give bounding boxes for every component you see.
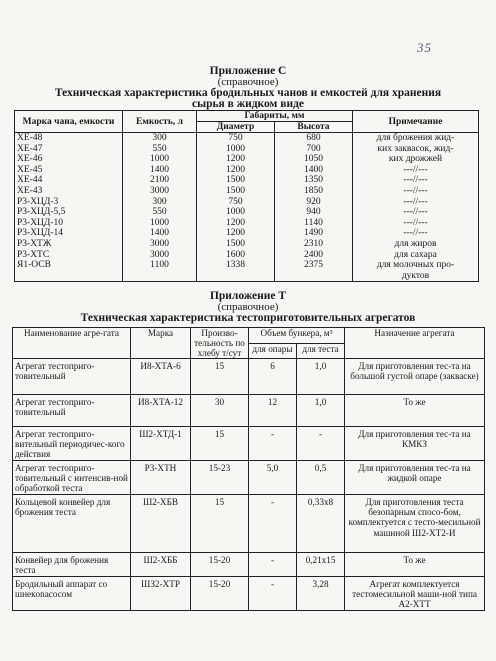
cell-note: ---//--- bbox=[353, 175, 479, 186]
cell-testa: 3,28 bbox=[297, 577, 345, 611]
cell-height: 1400 bbox=[275, 165, 353, 176]
cell-brand: Я1-ОСВ bbox=[15, 260, 123, 271]
cell-purpose: Для приготовления тес-та на КМКЗ bbox=[345, 427, 485, 461]
cell-opara: 6 bbox=[249, 359, 297, 395]
cell-height: 2400 bbox=[275, 250, 353, 261]
cell-note: ---//--- bbox=[353, 228, 479, 239]
cell-brand: Ш2-ХБВ bbox=[131, 495, 191, 553]
cell-brand: Р3-ХЦД-10 bbox=[15, 218, 123, 229]
table-row bbox=[13, 359, 485, 395]
cell-note: дуктов bbox=[353, 271, 479, 282]
cell-name: Агрегат тестоприго-товительный bbox=[13, 359, 131, 395]
cell-diameter: 750 bbox=[197, 133, 275, 144]
header-dims: Габариты, мм bbox=[197, 111, 353, 122]
cell-note: ких заквасок, жид- bbox=[353, 144, 479, 155]
cell-capacity: 3000 bbox=[123, 239, 197, 250]
cell-name: Бродильный аппарат со шнекonасосом bbox=[13, 577, 131, 611]
cell-note: ---//--- bbox=[353, 207, 479, 218]
appendix-c-header bbox=[0, 66, 496, 110]
cell-purpose: Агрегат комплектуется тестомесильной маши-ной типа А2-ХТТ bbox=[345, 577, 485, 611]
cell-testa: 1,0 bbox=[297, 395, 345, 427]
cell-prod: 15-20 bbox=[191, 553, 249, 577]
cell-brand: ХЕ-48 bbox=[15, 133, 123, 144]
cell-brand: Ш2-ХТД-1 bbox=[131, 427, 191, 461]
table-row bbox=[15, 186, 479, 197]
cell-testa: 1,0 bbox=[297, 359, 345, 395]
cell-diameter bbox=[197, 271, 275, 282]
header-diameter: Диаметр bbox=[197, 122, 275, 133]
cell-testa: - bbox=[297, 427, 345, 461]
cell-brand: ХЕ-46 bbox=[15, 154, 123, 165]
header-brand: Марка чана, емкости bbox=[15, 111, 123, 133]
cell-height: 700 bbox=[275, 144, 353, 155]
cell-opara: 12 bbox=[249, 395, 297, 427]
cell-note: для брожения жид- bbox=[353, 133, 479, 144]
cell-diameter: 1000 bbox=[197, 207, 275, 218]
table-row bbox=[15, 144, 479, 155]
header-vol-testa: для теста bbox=[297, 343, 345, 359]
cell-note: для жиров bbox=[353, 239, 479, 250]
cell-brand: ШЗ2-ХТР bbox=[131, 577, 191, 611]
cell-purpose: Для приготовления тес-та на большой густой опаре (закваске) bbox=[345, 359, 485, 395]
cell-note: ких дрожжей bbox=[353, 154, 479, 165]
cell-note: ---//--- bbox=[353, 218, 479, 229]
cell-testa: 0,21х15 bbox=[297, 553, 345, 577]
cell-height: 2310 bbox=[275, 239, 353, 250]
appendix-t-header bbox=[0, 291, 496, 324]
cell-purpose: Для приготовления тес-та на жидкой опаре bbox=[345, 461, 485, 495]
table-row bbox=[15, 239, 479, 250]
table-row bbox=[15, 133, 479, 144]
table-row bbox=[15, 271, 479, 282]
appendix-t-caption: Техническая характеристика тестоприготовительных агрегатов bbox=[80, 312, 416, 324]
cell-capacity: 1400 bbox=[123, 165, 197, 176]
cell-brand: ХЕ-45 bbox=[15, 165, 123, 176]
appendix-c-caption-2: сырья в жидком виде bbox=[192, 98, 304, 110]
cell-brand: Р3-ХТН bbox=[131, 461, 191, 495]
cell-diameter: 1200 bbox=[197, 228, 275, 239]
header-height: Высота bbox=[275, 122, 353, 133]
header-capacity: Емкость, л bbox=[123, 111, 197, 133]
cell-diameter: 1500 bbox=[197, 175, 275, 186]
cell-name: Агрегат тестоприго-вительный периодичес-кого действия bbox=[13, 427, 131, 461]
cell-prod: 15-20 bbox=[191, 577, 249, 611]
page-number: 35 bbox=[417, 40, 432, 55]
cell-opara: - bbox=[249, 553, 297, 577]
header-vol-opara: для опары bbox=[249, 343, 297, 359]
cell-brand: Ш2-ХББ bbox=[131, 553, 191, 577]
cell-note: для молочных про- bbox=[353, 260, 479, 271]
header-unit-brand: Марка bbox=[131, 328, 191, 359]
header-purpose: Назначение агрегата bbox=[345, 328, 485, 359]
table-row bbox=[15, 218, 479, 229]
cell-brand: Р3-ХЦД-14 bbox=[15, 228, 123, 239]
cell-brand: ХЕ-44 bbox=[15, 175, 123, 186]
table-row bbox=[15, 197, 479, 208]
cell-capacity: 1400 bbox=[123, 228, 197, 239]
table-row bbox=[15, 154, 479, 165]
cell-height bbox=[275, 271, 353, 282]
cell-brand: И8-ХТА-6 bbox=[131, 359, 191, 395]
table-row bbox=[15, 175, 479, 186]
cell-prod: 15 bbox=[191, 495, 249, 553]
cell-purpose: Для приготовления теста безопарным спосо-бом, комплектуется с тесто-месильной машиной Ш2-ХТ2-И bbox=[345, 495, 485, 553]
cell-capacity: 300 bbox=[123, 197, 197, 208]
cell-testa: 0,33х8 bbox=[297, 495, 345, 553]
cell-prod: 15 bbox=[191, 427, 249, 461]
cell-height: 1050 bbox=[275, 154, 353, 165]
cell-height: 1350 bbox=[275, 175, 353, 186]
appendix-t-title: Приложение Т bbox=[209, 290, 287, 302]
cell-opara: - bbox=[249, 495, 297, 553]
cell-brand: Р3-ХЦД-3 bbox=[15, 197, 123, 208]
cell-capacity: 300 bbox=[123, 133, 197, 144]
cell-height: 680 bbox=[275, 133, 353, 144]
cell-capacity: 3000 bbox=[123, 250, 197, 261]
cell-opara: - bbox=[249, 427, 297, 461]
cell-diameter: 1500 bbox=[197, 239, 275, 250]
cell-height: 940 bbox=[275, 207, 353, 218]
table-row bbox=[15, 250, 479, 261]
cell-brand: И8-ХТА-12 bbox=[131, 395, 191, 427]
appendix-c-subtitle: (справочное) bbox=[217, 76, 279, 88]
table-row bbox=[13, 395, 485, 427]
appendix-c-title: Приложение С bbox=[209, 65, 287, 77]
table-row bbox=[15, 207, 479, 218]
table-row bbox=[13, 495, 485, 553]
appendix-t-table bbox=[12, 327, 485, 611]
cell-prod: 15-23 bbox=[191, 461, 249, 495]
table-row bbox=[13, 577, 485, 611]
cell-name: Конвейер для брожения теста bbox=[13, 553, 131, 577]
cell-note: ---//--- bbox=[353, 197, 479, 208]
table-row bbox=[15, 260, 479, 271]
cell-brand bbox=[15, 271, 123, 282]
cell-diameter: 1500 bbox=[197, 186, 275, 197]
cell-height: 1850 bbox=[275, 186, 353, 197]
table-row bbox=[13, 553, 485, 577]
cell-name: Агрегат тестоприго-товительный bbox=[13, 395, 131, 427]
cell-diameter: 1200 bbox=[197, 218, 275, 229]
cell-capacity: 1000 bbox=[123, 218, 197, 229]
header-unit-name: Наименование агре-гата bbox=[13, 328, 131, 359]
cell-prod: 30 bbox=[191, 395, 249, 427]
table-row bbox=[13, 461, 485, 495]
cell-purpose: То же bbox=[345, 395, 485, 427]
cell-capacity: 2100 bbox=[123, 175, 197, 186]
cell-capacity bbox=[123, 271, 197, 282]
cell-capacity: 1000 bbox=[123, 154, 197, 165]
cell-note: ---//--- bbox=[353, 165, 479, 176]
cell-diameter: 750 bbox=[197, 197, 275, 208]
cell-height: 1490 bbox=[275, 228, 353, 239]
cell-diameter: 1600 bbox=[197, 250, 275, 261]
cell-prod: 15 bbox=[191, 359, 249, 395]
cell-height: 920 bbox=[275, 197, 353, 208]
cell-capacity: 3000 bbox=[123, 186, 197, 197]
cell-height: 2375 bbox=[275, 260, 353, 271]
header-productivity: Произво-тельность по хлебу т/сут bbox=[191, 328, 249, 359]
cell-opara: 5,0 bbox=[249, 461, 297, 495]
appendix-c-table bbox=[14, 110, 479, 282]
cell-capacity: 1100 bbox=[123, 260, 197, 271]
cell-testa: 0,5 bbox=[297, 461, 345, 495]
cell-brand: ХЕ-47 bbox=[15, 144, 123, 155]
cell-opara: - bbox=[249, 577, 297, 611]
cell-brand: Р3-ХТС bbox=[15, 250, 123, 261]
appendix-t-subtitle: (справочное) bbox=[217, 301, 279, 313]
cell-note: ---//--- bbox=[353, 186, 479, 197]
cell-capacity: 550 bbox=[123, 144, 197, 155]
cell-height: 1140 bbox=[275, 218, 353, 229]
table-row bbox=[13, 427, 485, 461]
cell-diameter: 1338 bbox=[197, 260, 275, 271]
appendix-c-caption-1: Техническая характеристика бродильных чанов и емкостей для хранения bbox=[54, 87, 442, 99]
cell-brand: ХЕ-43 bbox=[15, 186, 123, 197]
cell-diameter: 1000 bbox=[197, 144, 275, 155]
cell-purpose: То же bbox=[345, 553, 485, 577]
cell-brand: Р3-ХЦД-5,5 bbox=[15, 207, 123, 218]
cell-brand: Р3-ХТЖ bbox=[15, 239, 123, 250]
cell-note: для сахара bbox=[353, 250, 479, 261]
cell-name: Кольцевой конвейер для брожения теста bbox=[13, 495, 131, 553]
cell-diameter: 1200 bbox=[197, 165, 275, 176]
cell-capacity: 550 bbox=[123, 207, 197, 218]
table-row bbox=[15, 228, 479, 239]
header-volume: Объем бункера, м³ bbox=[249, 328, 345, 344]
table-row bbox=[15, 165, 479, 176]
cell-diameter: 1200 bbox=[197, 154, 275, 165]
cell-name: Агрегат тестоприго-товительный с интенсив-ной обработкой теста bbox=[13, 461, 131, 495]
header-note: Примечание bbox=[353, 111, 479, 133]
